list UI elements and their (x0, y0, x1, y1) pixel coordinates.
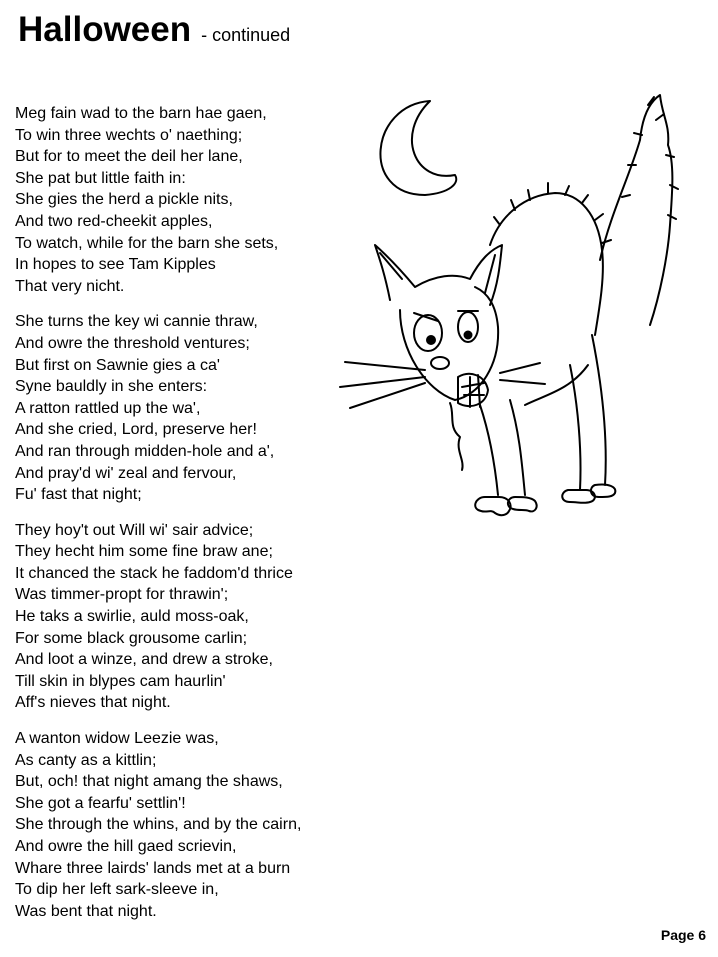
poem-body (15, 103, 355, 936)
poem-stanza (15, 311, 355, 505)
poem-line: He taks a swirlie, auld moss-oak, (15, 608, 249, 626)
poem-line: To watch, while for the barn she sets, (15, 234, 279, 252)
poem-stanza (15, 520, 355, 714)
poem-line: She turns the key wi cannie thraw, (15, 313, 258, 331)
poem-line: Whare three lairds' lands met at a burn (15, 859, 291, 877)
poem-line: In hopes to see Tam Kipples (15, 256, 216, 274)
poem-line: But, och! that night amang the shaws, (15, 773, 283, 791)
poem-line: And loot a winze, and drew a stroke, (15, 651, 273, 669)
poem-line: Meg fain wad to the barn hae gaen, (15, 105, 267, 122)
scared-cat-illustration-icon (330, 65, 715, 535)
poem-line: It chanced the stack he faddom'd thrice (15, 564, 293, 582)
poem-line: To win three wechts o' naething; (15, 126, 243, 144)
poem-line: She pat but little faith in: (15, 169, 186, 187)
page-number: Page 6 (660, 927, 706, 943)
poem-line: And ran through midden-hole and a', (15, 442, 275, 460)
page-header (18, 10, 290, 50)
poem-line: A ratton rattled up the wa', (15, 399, 201, 417)
poem-line: For some black grousome carlin; (15, 629, 248, 647)
poem-stanza (15, 103, 355, 297)
poem-line: And owre the hill gaed scrievin, (15, 838, 237, 855)
poem-line: And pray'd wi' zeal and fervour, (15, 464, 237, 482)
moon-icon (380, 101, 456, 195)
poem-line: She through the whins, and by the cairn, (15, 816, 302, 834)
poem-stanza (15, 728, 355, 922)
poem-line: She got a fearfu' settlin'! (15, 794, 186, 812)
poem-line: Was timmer-propt for thrawin'; (15, 586, 229, 604)
poem-line: Fu' fast that night; (15, 486, 142, 504)
poem-line: Was bent that night. (15, 902, 157, 920)
poem-line: But first on Sawnie gies a ca' (15, 356, 220, 374)
poem-line: She gies the herd a pickle nits, (15, 191, 233, 209)
poem-line: They hoy't out Will wi' sair advice; (15, 521, 254, 539)
poem-line: Till skin in blypes cam haurlin' (15, 672, 226, 690)
poem-line: That very nicht. (15, 277, 125, 295)
page-title: Halloween (18, 10, 192, 49)
poem-line: And she cried, Lord, preserve her! (15, 421, 257, 439)
poem-line: As canty as a kittlin; (15, 751, 157, 769)
page-subtitle: - continued (201, 25, 291, 45)
poem-line: To dip her left sark-sleeve in, (15, 881, 219, 899)
poem-line: A wanton widow Leezie was, (15, 730, 219, 748)
poem-line: But for to meet the deil her lane, (15, 148, 243, 166)
poem-line: Syne bauldly in she enters: (15, 378, 208, 396)
poem-line: And two red-cheekit apples, (15, 212, 213, 230)
poem-line: They hecht him some fine braw ane; (15, 543, 273, 561)
poem-line: Aff's nieves that night. (15, 694, 171, 712)
poem-line: And owre the threshold ventures; (15, 334, 250, 352)
